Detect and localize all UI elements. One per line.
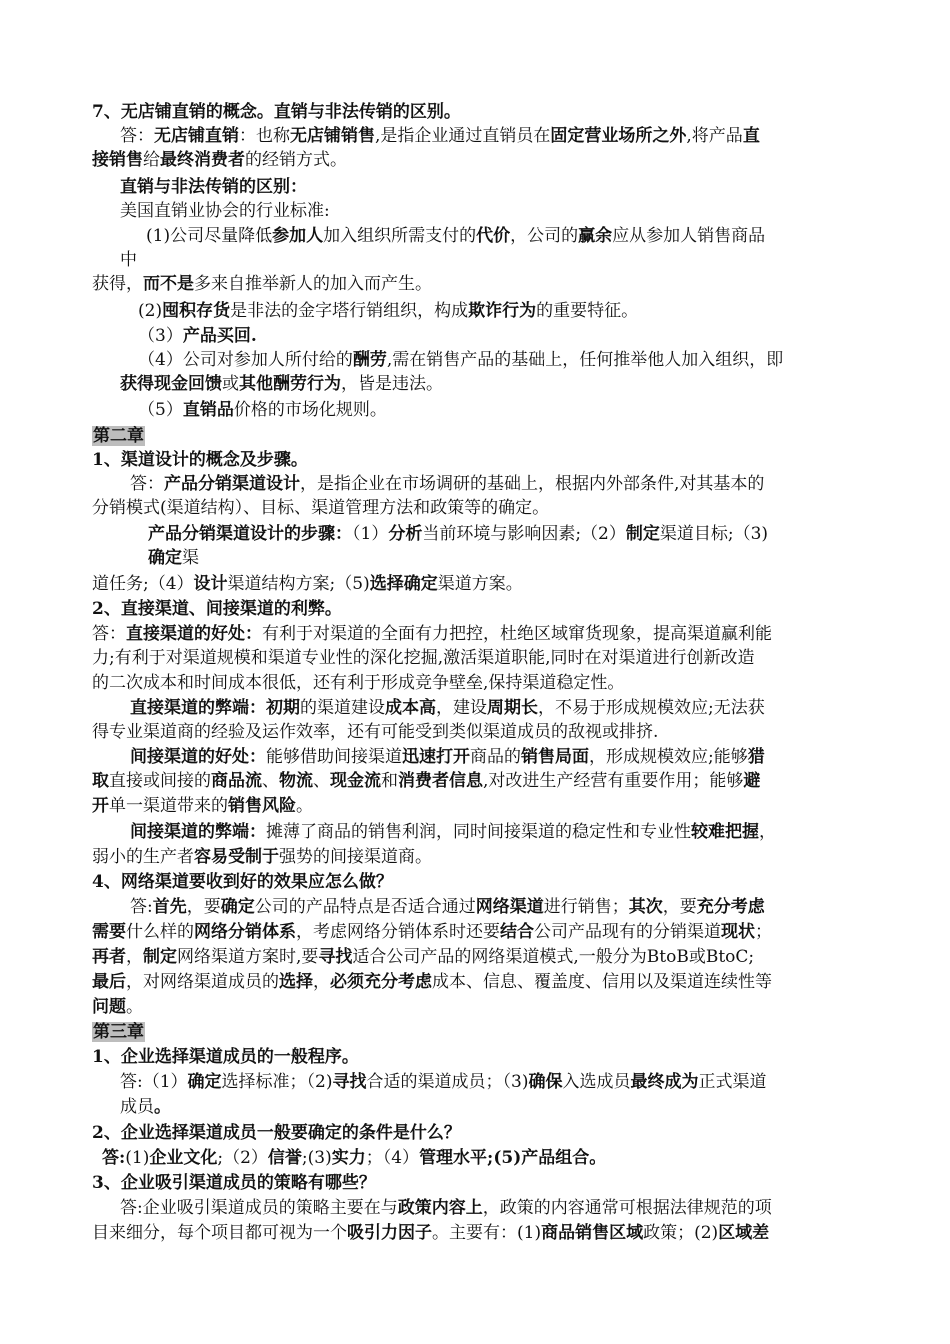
- text-line: [92, 794, 313, 818]
- text-line: [138, 324, 257, 348]
- text-run: 弱小的生产者: [92, 847, 194, 867]
- text-run: 强势的间接渠道商。: [279, 847, 432, 867]
- text-run: 的重要特征。: [536, 301, 639, 321]
- text-run: 加入组织所需支付的: [323, 226, 477, 246]
- bold-text: 分析: [388, 524, 423, 544]
- text-run: 多来自推举新人的加入而产生。: [194, 274, 432, 294]
- text-line: [92, 945, 754, 969]
- bold-text: 消费者信息: [398, 771, 483, 791]
- text-run: 入选成员: [562, 1072, 631, 1092]
- text-run: ,对改进生产经营有重要作用；能够: [483, 771, 744, 791]
- text-run: 目来细分，每个项目都可视为一个: [92, 1223, 347, 1243]
- text-run: 答：: [92, 624, 126, 644]
- bold-text: 制定: [143, 947, 177, 967]
- bold-text: 囤积存货: [162, 301, 231, 321]
- text-line: [92, 272, 432, 296]
- text-run: ，政策的内容通常可根据法律规范的项: [482, 1198, 772, 1218]
- bold-text: 直接渠道的好处：: [126, 624, 262, 644]
- bold-text: 直接渠道的弊端：: [130, 698, 266, 718]
- text-line: [130, 472, 764, 496]
- text-run: ，: [313, 972, 330, 992]
- text-run: 答:: [130, 897, 153, 917]
- text-run: 单一渠道带来的: [109, 796, 228, 816]
- bold-text: 网络分销体系: [194, 922, 296, 942]
- bold-text: 较难把握: [691, 822, 759, 842]
- text-line: [138, 398, 387, 422]
- bold-text: 而不是: [143, 274, 194, 294]
- text-line: [92, 622, 772, 646]
- text-run: 的二次成本和时间成本很低，还有利于形成竞争壁垒,保持渠道稳定性。: [92, 673, 625, 693]
- bold-text: 产品分销渠道设计: [164, 474, 300, 494]
- text-run: ，皆是违法。: [341, 374, 443, 394]
- text-line: [138, 348, 783, 372]
- question-heading: [92, 1171, 376, 1195]
- bold-text: 迅速打开: [402, 747, 470, 767]
- bold-text: 取: [92, 771, 109, 791]
- bold-text: 实力: [331, 1148, 366, 1168]
- text-run: 当前环境与影响因素;（2）: [422, 524, 626, 544]
- question-heading: [92, 1121, 461, 1145]
- bold-text: 初期: [266, 698, 300, 718]
- text-run: （5）: [138, 400, 183, 420]
- text-run: 分销模式(渠道结构）、目标、渠道管理方法和政策等的确定。: [92, 498, 550, 518]
- bold-text: 产品组合。: [521, 1148, 607, 1168]
- text-line: [120, 248, 137, 272]
- text-line: [120, 372, 443, 396]
- text-run: 美国直销业协会的行业标准:: [120, 201, 330, 221]
- bold-text: 其次: [628, 897, 663, 917]
- text-run: ，要: [662, 897, 697, 917]
- text-line: [92, 646, 755, 670]
- text-run: 是非法的金字塔行销组织，构成: [230, 301, 469, 321]
- bold-text: 充分考虑: [696, 897, 765, 917]
- text-line: [92, 970, 772, 994]
- bold-text: 现状: [721, 922, 755, 942]
- bold-text: 欺诈行为: [468, 301, 537, 321]
- text-run: 选择标准；（2): [221, 1072, 333, 1092]
- bold-text: 周期长: [487, 698, 538, 718]
- text-run: 。: [126, 997, 143, 1017]
- bold-text: 确保: [528, 1072, 563, 1092]
- text-line: [92, 671, 624, 695]
- bold-text: 设计: [193, 574, 228, 594]
- bold-text: 管理水平;(5): [419, 1148, 522, 1168]
- text-run: 进行销售；: [543, 897, 629, 917]
- bold-text: 商品销售区域: [541, 1223, 644, 1243]
- text-line: [120, 1196, 772, 1220]
- text-run: ，公司的: [510, 226, 579, 246]
- bold-text: 寻找: [318, 947, 353, 967]
- text-run: ，对网络渠道成员的: [126, 972, 279, 992]
- bold-text: 2、企业选择渠道成员一般要确定的条件是什么？: [92, 1123, 461, 1143]
- bold-text: 开: [92, 796, 109, 816]
- text-run: 有利于对渠道的全面有力把控，杜绝区域窜货现象，提高渠道赢利能: [262, 624, 772, 644]
- text-line: [92, 769, 760, 793]
- text-run: 政策；(2): [643, 1223, 719, 1243]
- text-run: 给: [143, 150, 160, 170]
- text-run: 摊薄了商品的销售利润，同时间接渠道的稳定性和专业性: [266, 822, 691, 842]
- bold-text: 1、企业选择渠道成员的一般程序。: [92, 1047, 359, 1067]
- bold-text: 赢余: [578, 226, 613, 246]
- bold-text: 信誉: [267, 1148, 302, 1168]
- text-run: ,将产品: [686, 126, 743, 146]
- chapter-heading: [92, 424, 145, 448]
- text-run: 道任务;（4）: [92, 574, 194, 594]
- text-run: ；: [755, 922, 772, 942]
- text-run: 的经销方式。: [245, 150, 347, 170]
- text-run: 适合公司产品的网络渠道模式,一般分为BtoB或BtoC;: [352, 947, 755, 967]
- bold-text: 产品买回.: [182, 326, 257, 346]
- text-run: 或: [222, 374, 239, 394]
- bold-text: 最后: [92, 972, 126, 992]
- bold-text: 必须充分考虑: [330, 972, 432, 992]
- question-heading: [92, 870, 393, 894]
- bold-text: 商品流: [211, 771, 262, 791]
- text-line: [148, 546, 199, 570]
- bold-text: 3、企业吸引渠道成员的策略有哪些？: [92, 1173, 376, 1193]
- text-run: 答:企业吸引渠道成员的策略主要在与: [120, 1198, 398, 1218]
- text-run: 合适的渠道成员；（3): [366, 1072, 529, 1092]
- text-run: 成员: [120, 1097, 154, 1117]
- text-run: （4）公司对参加人所付给的: [138, 350, 353, 370]
- text-run: （3）: [138, 326, 183, 346]
- text-line: [130, 895, 765, 919]
- bold-text: 4、网络渠道要收到好的效果应怎么做？: [92, 872, 393, 892]
- bold-text: 销售风险: [228, 796, 296, 816]
- text-run: ;（2）: [217, 1148, 268, 1168]
- bold-text: 区域差: [718, 1223, 770, 1243]
- text-run: ；（4）: [365, 1148, 420, 1168]
- text-run: ，形成规模效应;能够: [589, 747, 748, 767]
- bold-text: 参加人: [272, 226, 324, 246]
- bold-text: 直销品: [182, 400, 234, 420]
- text-line: [120, 175, 307, 199]
- bold-text: 问题: [92, 997, 126, 1017]
- text-run: 、: [262, 771, 279, 791]
- bold-text: 接销售: [92, 150, 143, 170]
- text-run: ，是指企业在市场调研的基础上，根据内外部条件,对其基本的: [300, 474, 765, 494]
- bold-text: 选择: [279, 972, 313, 992]
- text-run: (2): [138, 301, 163, 321]
- text-line: [130, 745, 765, 769]
- chapter-heading: [92, 1020, 145, 1044]
- text-run: 的渠道建设: [300, 698, 385, 718]
- bold-text: 容易受制于: [194, 847, 279, 867]
- text-run: 渠道方案。: [437, 574, 523, 594]
- text-run: 和: [381, 771, 398, 791]
- question-heading: [92, 448, 308, 472]
- text-run: 渠: [182, 548, 199, 568]
- text-line: [92, 496, 549, 520]
- text-run: 正式渠道: [698, 1072, 767, 1092]
- text-run: ，考虑网络分销体系时还要: [296, 922, 500, 942]
- bold-text: 酬劳: [352, 350, 387, 370]
- text-line: [146, 224, 765, 248]
- bold-text: 吸引力因子: [347, 1223, 432, 1243]
- text-run: 得专业渠道商的经验及运作效率，还有可能受到类似渠道成员的敌视或排挤.: [92, 722, 659, 742]
- bold-text: 无店铺销售: [290, 126, 375, 146]
- bold-text: 获得现金回馈: [120, 374, 222, 394]
- bold-text: 再者: [92, 947, 126, 967]
- text-run: 渠道目标;（3): [659, 524, 769, 544]
- bold-text: 物流: [279, 771, 313, 791]
- text-line: [148, 522, 768, 546]
- bold-text: 寻找: [332, 1072, 367, 1092]
- bold-text: 无店铺直销: [154, 126, 239, 146]
- text-line: [92, 100, 461, 124]
- bold-text: 需要: [92, 922, 126, 942]
- bold-text: 其他酬劳行为: [239, 374, 341, 394]
- text-run: （1）: [352, 524, 389, 544]
- text-run: (1): [125, 1148, 150, 1168]
- text-line: [92, 572, 523, 596]
- bold-text: 选择确定: [369, 574, 438, 594]
- text-run: (1)公司尽量降低: [146, 226, 273, 246]
- text-run: 渠道结构方案;（5): [227, 574, 370, 594]
- text-line: [138, 299, 638, 323]
- text-run: 公司的产品特点是否适合通过: [254, 897, 476, 917]
- text-line: [120, 199, 330, 223]
- text-run: 。主要有：(1): [432, 1223, 542, 1243]
- bold-text: 1、渠道设计的概念及步骤。: [92, 450, 308, 470]
- text-run: 力;有利于对渠道规模和渠道专业性的深化挖掘,激活渠道职能,同时在对渠道进行创新改造: [92, 648, 755, 668]
- bold-text: 固定营业场所之外: [550, 126, 687, 146]
- text-run: 价格的市场化规则。: [233, 400, 387, 420]
- text-run: 能够借助间接渠道: [266, 747, 402, 767]
- bold-text: 制定: [625, 524, 660, 544]
- text-run: 。: [296, 796, 313, 816]
- bold-text: 2、直接渠道、间接渠道的利弊。: [92, 599, 342, 619]
- bold-text: 销售局面: [521, 747, 589, 767]
- bold-text: 产品分销渠道设计的步骤：: [148, 524, 352, 544]
- text-run: 网络渠道方案时,要: [177, 947, 319, 967]
- text-run: 公司产品现有的分销渠道: [534, 922, 721, 942]
- text-run: ,是指企业通过直销员在: [375, 126, 551, 146]
- text-run: 答：: [120, 126, 154, 146]
- text-run: 答:（1）: [120, 1072, 188, 1092]
- bold-text: 企业文化: [149, 1148, 218, 1168]
- bold-text: 7、无店铺直销的概念。直销与非法传销的区别。: [92, 102, 461, 122]
- text-line: [130, 820, 776, 844]
- text-line: [120, 1095, 171, 1119]
- text-run: ;(3): [301, 1148, 332, 1168]
- text-run: 什么样的: [126, 922, 194, 942]
- text-run: ，: [126, 947, 143, 967]
- question-heading: [92, 1045, 359, 1069]
- bold-text: 避: [743, 771, 761, 791]
- text-run: ：也称: [239, 126, 290, 146]
- bold-text: 。: [154, 1097, 171, 1117]
- bold-text: 确定: [187, 1072, 222, 1092]
- text-run: ,需在销售产品的基础上，任何推举他人加入组织，即: [386, 350, 784, 370]
- text-line: [92, 1221, 769, 1245]
- text-run: 答：: [130, 474, 164, 494]
- text-run: 直接或间接的: [109, 771, 211, 791]
- text-run: 成本、信息、覆盖度、信用以及渠道连续性等: [432, 972, 772, 992]
- text-line: [120, 124, 760, 148]
- bold-text: 成本高: [385, 698, 436, 718]
- bold-text: 网络渠道: [475, 897, 544, 917]
- bold-text: 代价: [476, 226, 511, 246]
- bold-text: 现金流: [330, 771, 381, 791]
- chapter-label: 第三章: [93, 1022, 144, 1042]
- text-run: 商品的: [470, 747, 521, 767]
- bold-text: 猎: [747, 747, 765, 767]
- text-line: [92, 995, 143, 1019]
- text-line: [102, 1146, 606, 1170]
- text-run: 、: [313, 771, 330, 791]
- text-run: 中: [120, 250, 137, 270]
- bold-text: 间接渠道的好处：: [130, 747, 266, 767]
- text-run: 获得，: [92, 274, 143, 294]
- text-line: [92, 920, 772, 944]
- text-line: [92, 720, 658, 744]
- text-run: ，: [759, 822, 776, 842]
- text-line: [130, 696, 765, 720]
- bold-text: 结合: [500, 922, 534, 942]
- text-run: 应从参加人销售商品: [612, 226, 766, 246]
- text-line: [120, 1070, 766, 1094]
- bold-text: 政策内容上: [397, 1198, 483, 1218]
- text-line: [92, 148, 347, 172]
- bold-text: 直: [742, 126, 760, 146]
- bold-text: 最终消费者: [160, 150, 245, 170]
- bold-text: 最终成为: [630, 1072, 699, 1092]
- text-run: ，建设: [436, 698, 487, 718]
- bold-text: 首先: [152, 897, 187, 917]
- text-run: ，要: [186, 897, 221, 917]
- bold-text: 确定: [220, 897, 255, 917]
- text-run: ，不易于形成规模效应;无法获: [538, 698, 765, 718]
- bold-text: 确定: [148, 548, 182, 568]
- question-heading: [92, 597, 342, 621]
- chapter-label: 第二章: [93, 426, 144, 446]
- bold-text: 直销与非法传销的区别：: [120, 177, 307, 197]
- bold-text: 答:: [102, 1148, 126, 1168]
- bold-text: 间接渠道的弊端：: [130, 822, 266, 842]
- text-line: [92, 845, 432, 869]
